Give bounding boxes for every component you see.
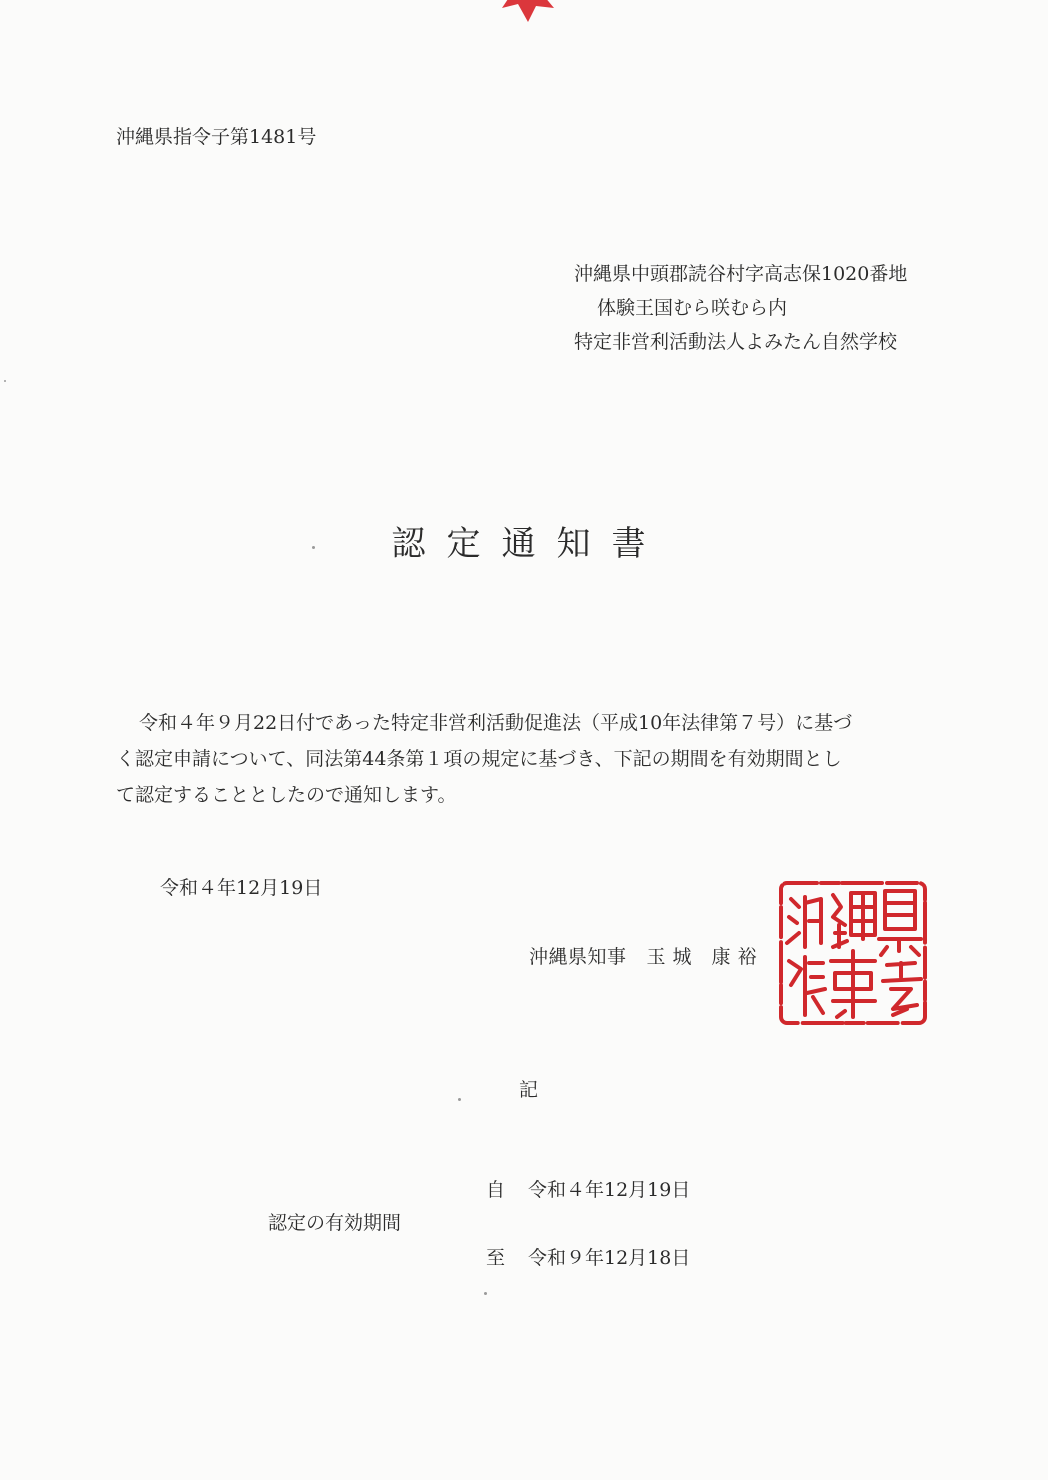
top-stamp-fragment bbox=[488, 0, 568, 30]
addressee-block bbox=[574, 257, 907, 359]
period-to-mark: 至 bbox=[486, 1247, 506, 1269]
body-paragraph bbox=[116, 705, 946, 813]
scan-speck bbox=[458, 1098, 461, 1101]
period-to-date: 令和９年12月18日 bbox=[528, 1247, 691, 1269]
issue-date: 令和４年12月19日 bbox=[160, 877, 323, 899]
scan-speck bbox=[484, 1292, 487, 1295]
addressee-address-line1: 沖縄県中頭郡読谷村字高志保1020番地 bbox=[574, 263, 908, 285]
document-number: 沖縄県指令子第1481号 bbox=[116, 126, 317, 148]
body-line-2: く認定申請について、同法第44条第１項の規定に基づき、下記の期間を有効期間とし bbox=[116, 748, 842, 770]
body-line-3: て認定することとしたので通知します。 bbox=[116, 784, 457, 806]
scan-speck bbox=[312, 546, 315, 549]
note-mark: 記 bbox=[519, 1079, 539, 1101]
period-from-mark: 自 bbox=[486, 1179, 506, 1201]
document-title: 認定通知書 bbox=[391, 524, 667, 564]
official-seal bbox=[775, 877, 931, 1029]
body-line-1: 令和４年９月22日付であった特定非営利活動促進法（平成10年法律第７号）に基づ bbox=[139, 712, 853, 734]
addressee-address-line2: 体験王国むら咲むら内 bbox=[597, 297, 788, 319]
validity-period-label: 認定の有効期間 bbox=[268, 1212, 402, 1234]
scan-speck bbox=[4, 380, 6, 382]
addressee-organization: 特定非営利活動法人よみたん自然学校 bbox=[574, 331, 898, 353]
issuer-signature-line bbox=[529, 945, 757, 969]
issuer-name: 玉 城 康 裕 bbox=[646, 946, 758, 968]
issuer-title: 沖縄県知事 bbox=[529, 946, 627, 968]
period-from-date: 令和４年12月19日 bbox=[528, 1179, 691, 1201]
